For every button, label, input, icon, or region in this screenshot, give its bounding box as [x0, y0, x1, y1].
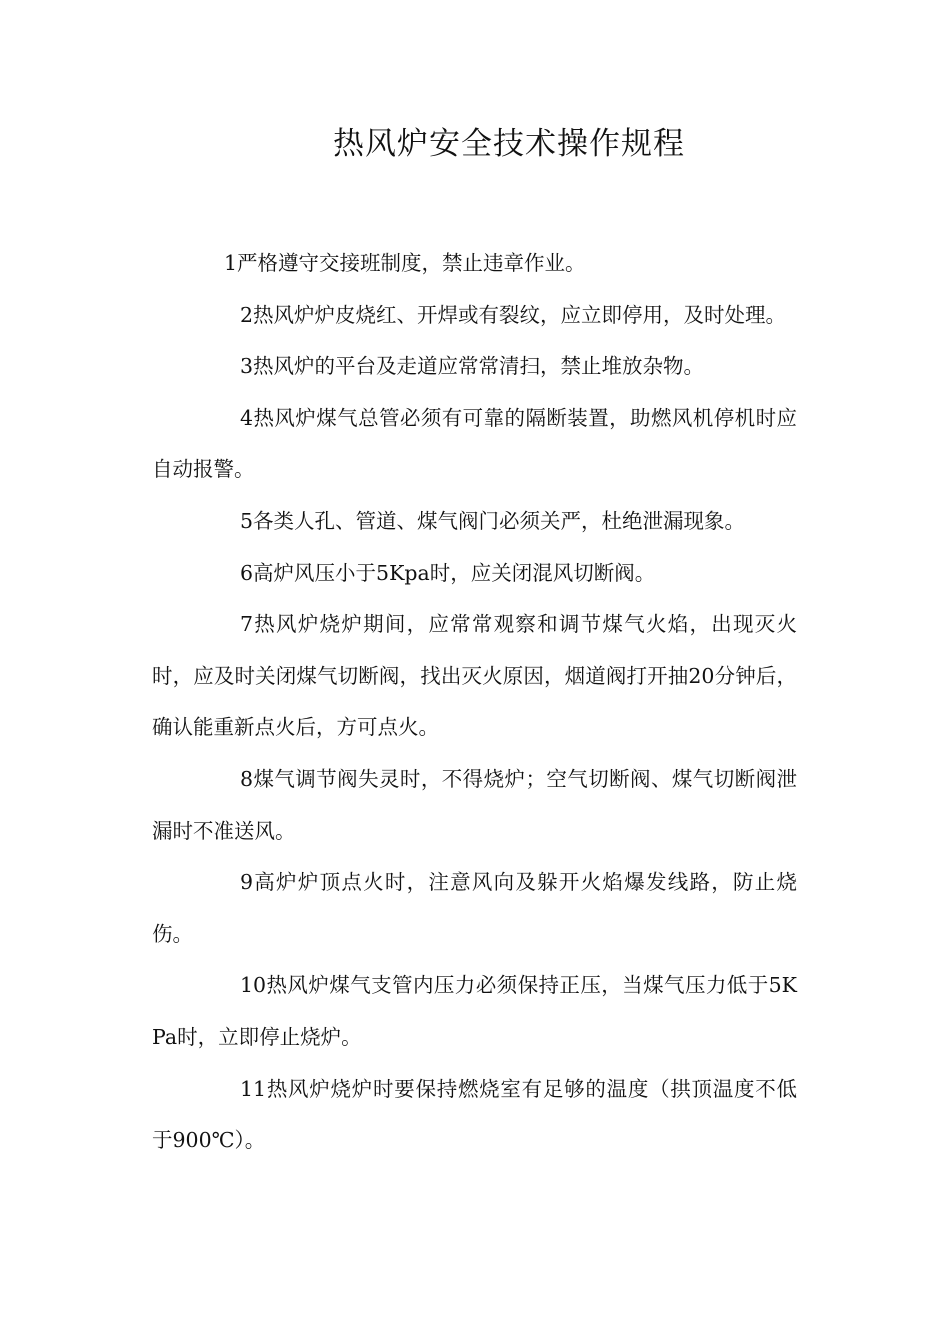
- paragraph-7: 7热风炉烧炉期间，应常常观察和调节煤气火焰，出现灭火时，应及时关闭煤气切断阀，找出灭火原因，烟道阀打开抽20分钟后，确认能重新点火后，方可点火。: [152, 612, 797, 740]
- paragraph-9: 9高炉炉顶点火时，注意风向及躲开火焰爆发线路，防止烧伤。: [152, 870, 797, 946]
- paragraph-4: 4热风炉煤气总管必须有可靠的隔断装置，助燃风机停机时应自动报警。: [152, 405, 797, 482]
- paragraph-1: 1严格遵守交接班制度，禁止违章作业。: [224, 251, 586, 275]
- paragraph-11: 11热风炉烧炉时要保持燃烧室有足够的温度（拱顶温度不低于900℃）。: [152, 1076, 797, 1153]
- paragraph-10: 10热风炉煤气支管内压力必须保持正压，当煤气压力低于5KPa时，立即停止烧炉。: [152, 973, 797, 1049]
- paragraph-5: 5各类人孔、管道、煤气阀门必须关严，杜绝泄漏现象。: [240, 508, 746, 533]
- paragraph-2: 2热风炉炉皮烧红、开焊或有裂纹，应立即停用，及时处理。: [240, 302, 787, 327]
- paragraph-8: 8煤气调节阀失灵时，不得烧炉；空气切断阀、煤气切断阀泄漏时不准送风。: [152, 766, 797, 843]
- paragraph-3: 3热风炉的平台及走道应常常清扫，禁止堆放杂物。: [240, 354, 705, 379]
- paragraph-6: 6高炉风压小于5Kpa时，应关闭混风切断阀。: [240, 560, 656, 585]
- document-body: [152, 238, 797, 1167]
- document-title: 热风炉安全技术操作规程: [333, 126, 685, 162]
